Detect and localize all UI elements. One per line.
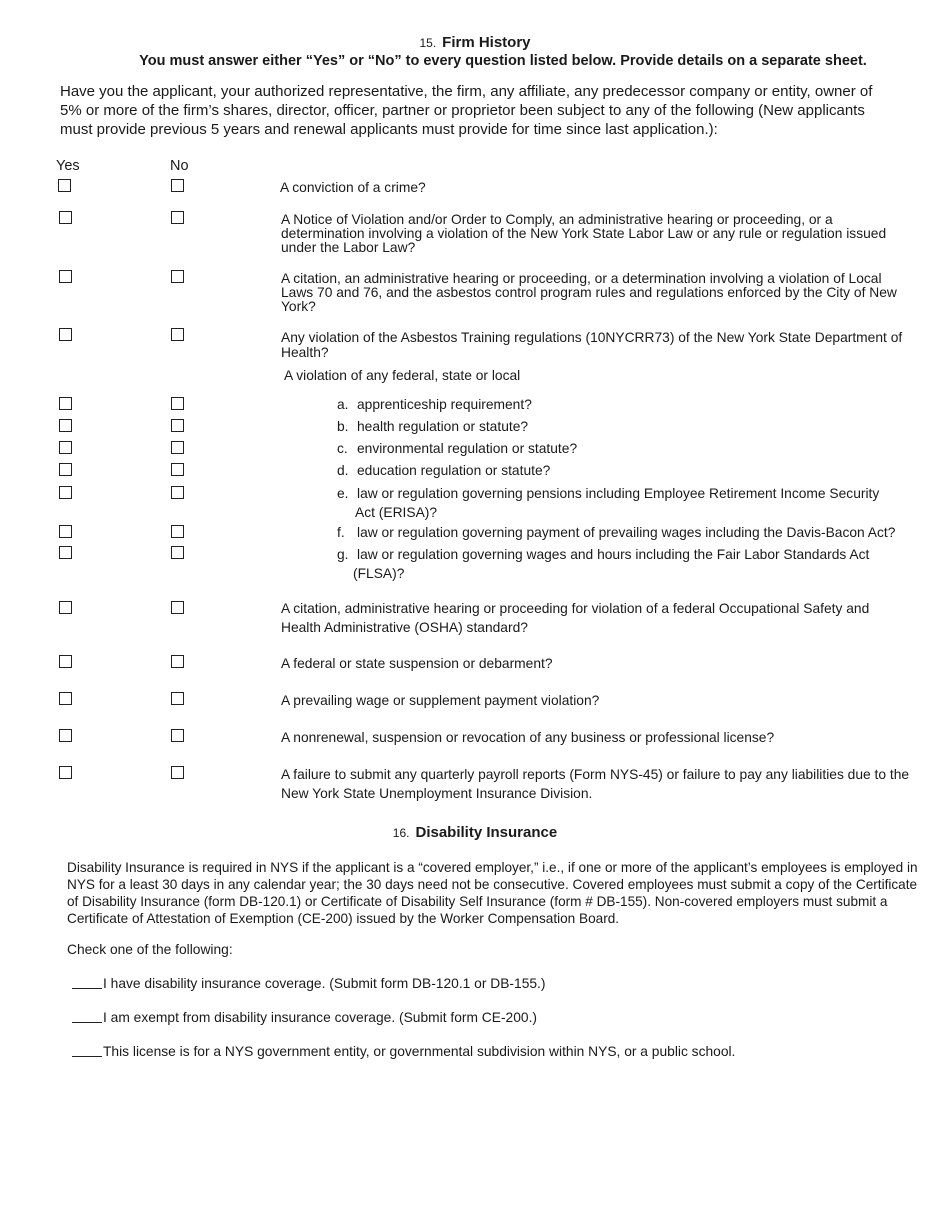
yes-checkbox[interactable] xyxy=(59,397,72,410)
yes-checkbox[interactable] xyxy=(59,601,72,614)
answer-blank[interactable] xyxy=(72,988,102,989)
sub-question-letter: e. xyxy=(337,486,349,501)
no-checkbox[interactable] xyxy=(171,211,184,224)
no-checkbox[interactable] xyxy=(171,419,184,432)
option-text: This license is for a NYS government entity, or governmental subdivision within NYS, or a public school. xyxy=(103,1044,736,1059)
yes-checkbox[interactable] xyxy=(59,441,72,454)
question-text: A federal or state suspension or debarment? xyxy=(281,656,553,671)
yes-checkbox[interactable] xyxy=(59,546,72,559)
sub-question-text: law or regulation governing wages and hours including the Fair Labor Standards Act xyxy=(357,547,870,562)
sub-question-letter: a. xyxy=(337,397,349,412)
option-text: I am exempt from disability insurance coverage. (Submit form CE-200.) xyxy=(103,1010,537,1025)
disability-option-1[interactable] xyxy=(72,976,545,991)
federal-violation-intro: A violation of any federal, state or local xyxy=(284,368,521,383)
no-checkbox[interactable] xyxy=(171,766,184,779)
yes-checkbox[interactable] xyxy=(59,655,72,668)
question-text: Any violation of the Asbestos Training regulations (10NYCRR73) of the New York State Department of Health? xyxy=(281,330,903,360)
no-checkbox[interactable] xyxy=(171,546,184,559)
no-checkbox[interactable] xyxy=(171,692,184,705)
no-checkbox[interactable] xyxy=(171,486,184,499)
yes-checkbox[interactable] xyxy=(59,525,72,538)
no-column-header: No xyxy=(170,158,189,174)
question-text: A conviction of a crime? xyxy=(280,180,426,195)
yes-checkbox[interactable] xyxy=(59,729,72,742)
option-text: I have disability insurance coverage. (Submit form DB-120.1 or DB-155.) xyxy=(103,976,546,991)
no-checkbox[interactable] xyxy=(171,463,184,476)
yes-checkbox[interactable] xyxy=(59,419,72,432)
sub-question-b xyxy=(337,417,528,436)
section-number: 16. xyxy=(392,826,410,840)
instruction-text: You must answer either “Yes” or “No” to every question listed below. Provide details on a separate sheet. xyxy=(139,53,867,69)
section-title: Disability Insurance xyxy=(415,824,558,841)
intro-paragraph: Have you the applicant, your authorized representative, the firm, any affiliate, any predecessor company or entity, owner of 5% or more of the firm’s shares, director, officer, partner or proprietor been subject to any of the following (New applicants must provide previous 5 years and renewal applicants must provide for time since last application.): xyxy=(60,83,873,138)
sub-question-text: apprenticeship requirement? xyxy=(357,397,532,412)
sub-question-text: law or regulation governing payment of prevailing wages including the Davis-Bacon Act? xyxy=(357,525,896,540)
no-checkbox[interactable] xyxy=(171,729,184,742)
sub-question-continuation: Act (ERISA)? xyxy=(355,505,438,520)
no-checkbox[interactable] xyxy=(171,601,184,614)
sub-question-letter: f. xyxy=(337,525,345,540)
sub-question-c xyxy=(337,439,577,458)
question-text: A nonrenewal, suspension or revocation of any business or professional license? xyxy=(281,730,775,745)
yes-checkbox[interactable] xyxy=(59,211,72,224)
yes-checkbox[interactable] xyxy=(59,328,72,341)
question-text: A citation, an administrative hearing or proceeding, or a determination involving a violation of Local Laws 70 and 76, and the asbestos control program rules and regulations enforced by the City of New York? xyxy=(281,271,897,314)
yes-checkbox[interactable] xyxy=(59,766,72,779)
no-checkbox[interactable] xyxy=(171,655,184,668)
section-number: 15. xyxy=(419,36,437,50)
section-title: Firm History xyxy=(442,34,531,51)
no-checkbox[interactable] xyxy=(171,525,184,538)
no-checkbox[interactable] xyxy=(171,441,184,454)
sub-question-a xyxy=(337,395,532,414)
sub-question-letter: d. xyxy=(337,463,349,478)
sub-question-f xyxy=(337,523,917,542)
yes-checkbox[interactable] xyxy=(59,692,72,705)
disability-insurance-paragraph: Disability Insurance is required in NYS if the applicant is a “covered employer,” i.e., if one or more of the applicant’s employees is employed in NYS for a least 30 days in any calendar year; the 30 days need not be consecutive. Covered employees must submit a copy of the Certificate of Disability Insurance (form DB-120.1) or Certificate of Disability Self Insurance (form # DB-155). Non-covered employers must submit a Certificate of Attestation of Exemption (CE-200) issued by the Worker Compensation Board. xyxy=(67,860,918,926)
no-checkbox[interactable] xyxy=(171,270,184,283)
no-checkbox[interactable] xyxy=(171,179,184,192)
question-text: A prevailing wage or supplement payment violation? xyxy=(281,693,600,708)
section-16-heading xyxy=(0,824,950,842)
question-text: A Notice of Violation and/or Order to Comply, an administrative hearing or proceeding, or a determination involving a violation of the New York State Labor Law or any rule or regulation issued under the Labor Law? xyxy=(281,212,887,255)
sub-question-letter: b. xyxy=(337,419,349,434)
sub-question-g xyxy=(337,545,912,583)
yes-checkbox[interactable] xyxy=(59,270,72,283)
sub-question-continuation: (FLSA)? xyxy=(353,566,405,581)
sub-question-letter: c. xyxy=(337,441,348,456)
sub-question-letter: g. xyxy=(337,547,349,562)
sub-question-text: environmental regulation or statute? xyxy=(357,441,578,456)
question-text: A citation, administrative hearing or proceeding for violation of a federal Occupational Safety and Health Administrative (OSHA) standard? xyxy=(281,601,870,635)
sub-question-d xyxy=(337,461,550,480)
yes-column-header: Yes xyxy=(56,158,80,174)
disability-option-2[interactable] xyxy=(72,1010,537,1025)
no-checkbox[interactable] xyxy=(171,397,184,410)
yes-checkbox[interactable] xyxy=(59,486,72,499)
disability-option-3[interactable] xyxy=(72,1044,735,1059)
section-15-heading xyxy=(0,34,950,52)
answer-blank[interactable] xyxy=(72,1056,102,1057)
sub-question-text: law or regulation governing pensions including Employee Retirement Income Security xyxy=(357,486,880,501)
sub-question-text: health regulation or statute? xyxy=(357,419,529,434)
no-checkbox[interactable] xyxy=(171,328,184,341)
yes-checkbox[interactable] xyxy=(58,179,71,192)
question-text: A failure to submit any quarterly payroll reports (Form NYS-45) or failure to pay any liabilities due to the New York State Unemployment Insurance Division. xyxy=(281,767,910,801)
answer-blank[interactable] xyxy=(72,1022,102,1023)
sub-question-text: education regulation or statute? xyxy=(357,463,551,478)
yes-checkbox[interactable] xyxy=(59,463,72,476)
sub-question-e xyxy=(337,484,912,522)
check-one-label: Check one of the following: xyxy=(67,942,233,957)
